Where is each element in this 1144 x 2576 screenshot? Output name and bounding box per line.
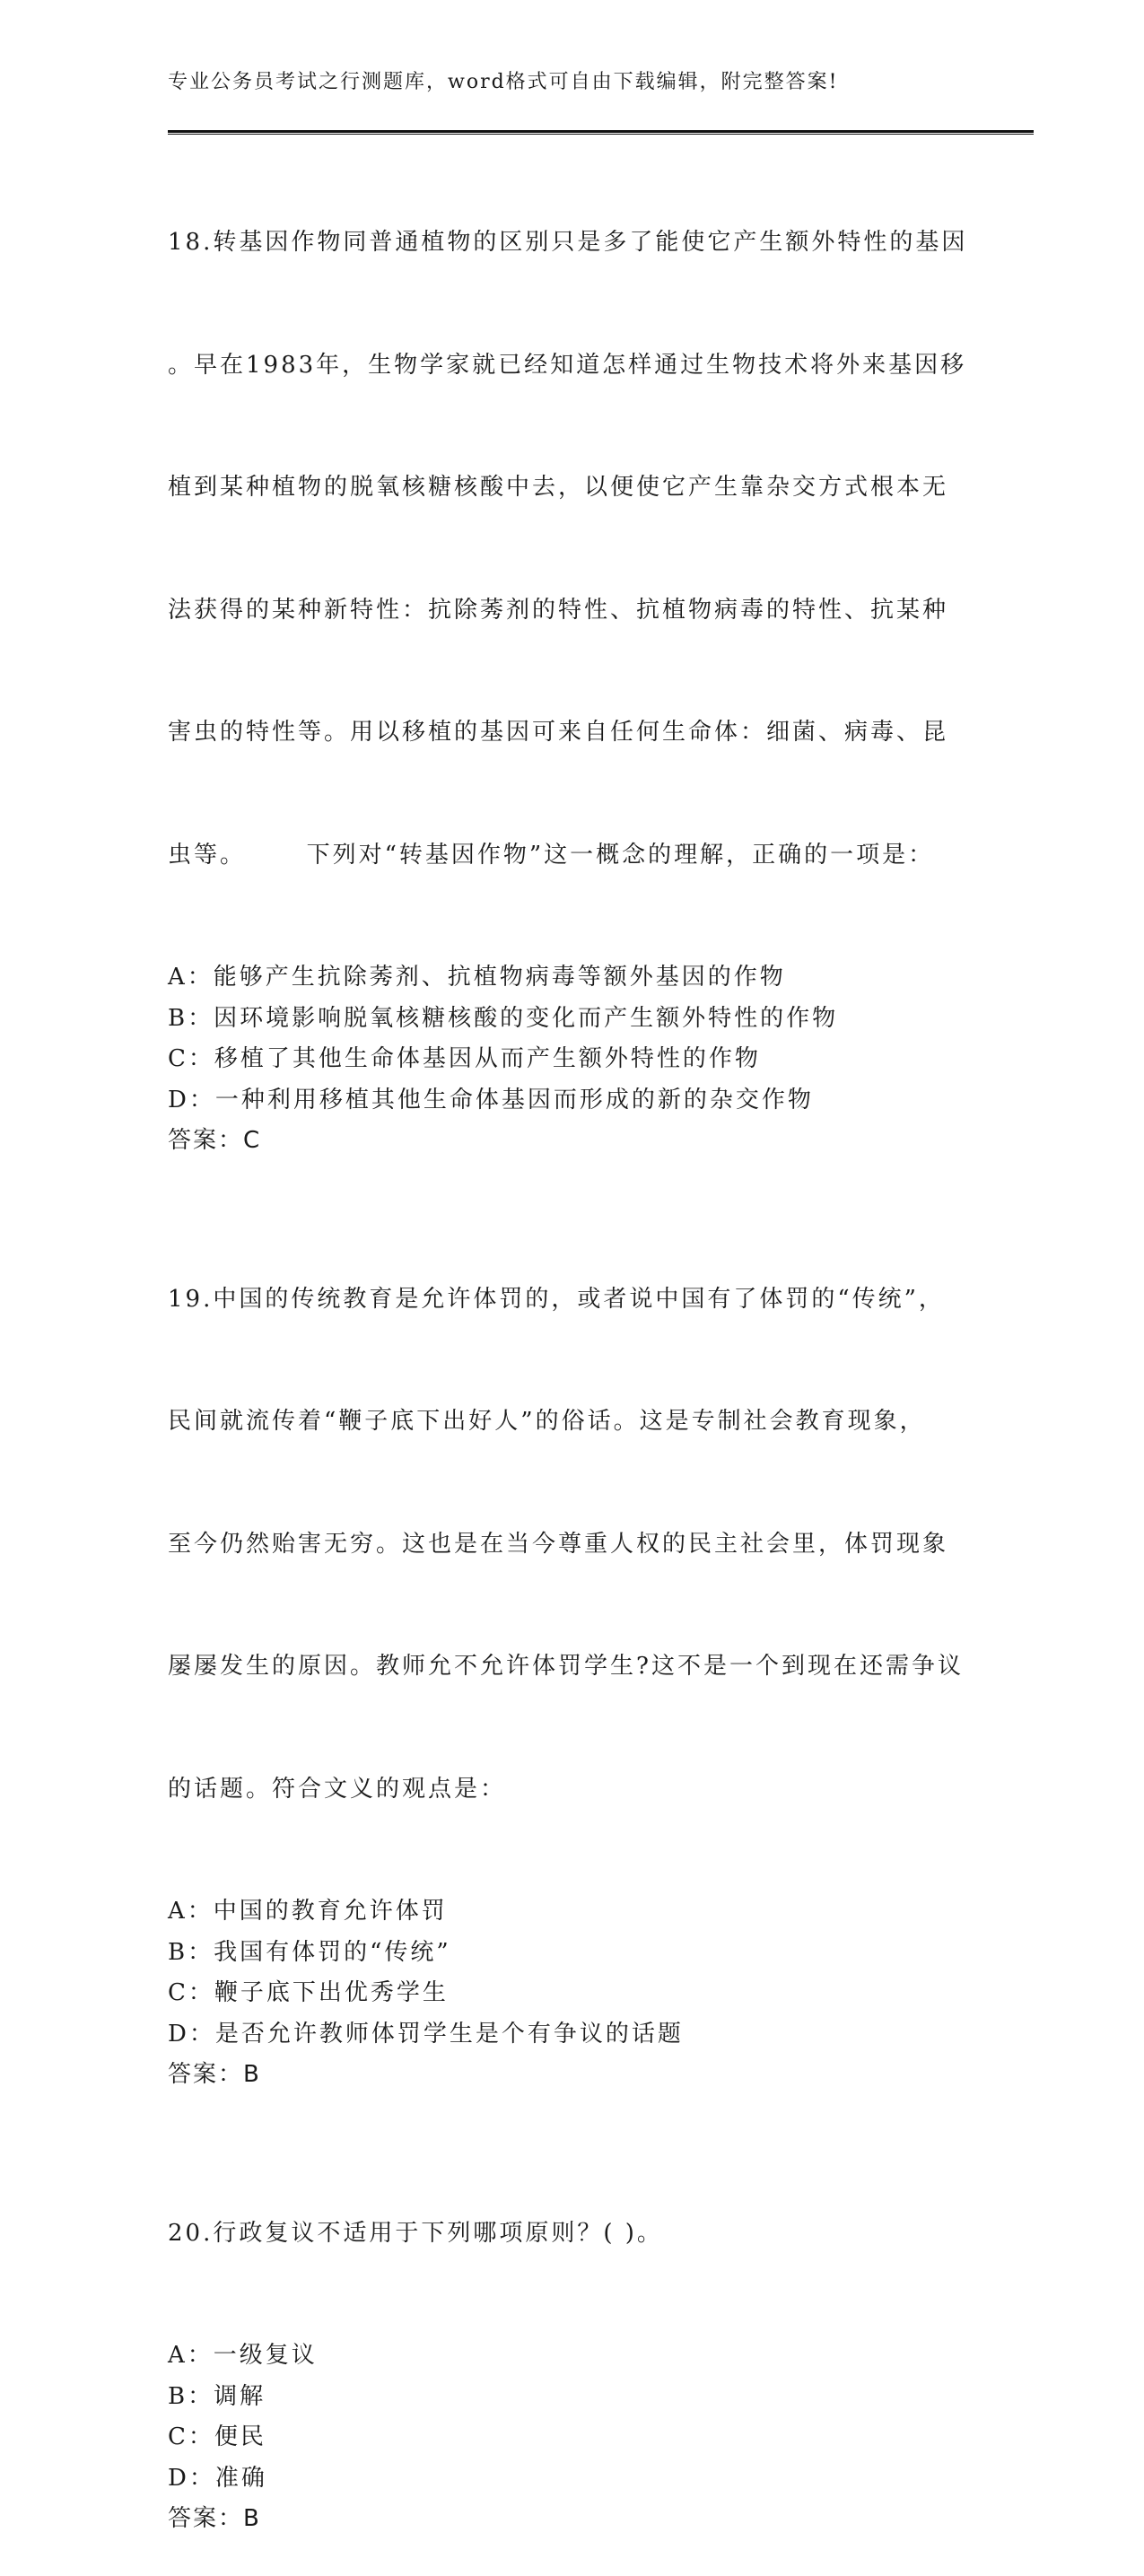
question-20 — [168, 2132, 975, 2540]
stem-line: 害虫的特性等。用以移植的基因可来自任何生命体：细菌、病毒、昆 — [168, 719, 949, 746]
page-header: 专业公务员考试之行测题库，word格式可自由下载编辑，附完整答案! — [168, 71, 839, 93]
option-a: A：中国的教育允许体罚 — [168, 1898, 448, 1925]
option-d: D：是否允许教师体罚学生是个有争议的话题 — [168, 2020, 684, 2048]
option-b: B：因环境影响脱氧核糖核酸的变化而产生额外特性的作物 — [168, 1004, 839, 1032]
option-d: D：一种利用移植其他生命体基因而形成的新的杂交作物 — [168, 1086, 814, 1113]
stem-line: 屡屡发生的原因。教师允不允许体罚学生?这不是一个到现在还需争议 — [168, 1653, 964, 1680]
question-19 — [168, 1198, 975, 2096]
stem-line: 18.转基因作物同普通植物的区别只是多了能使它产生额外特性的基因 — [168, 229, 968, 256]
stem-line: 的话题。符合文义的观点是： — [168, 1775, 507, 1803]
answer-label: 答案：C — [168, 1127, 262, 1154]
option-c: C：移植了其他生命体基因从而产生额外特性的作物 — [168, 1045, 761, 1072]
header-divider — [168, 130, 1034, 135]
answer-label: 答案：B — [168, 2505, 261, 2532]
question-list — [168, 141, 975, 2576]
stem-line: 19.中国的传统教育是允许体罚的，或者说中国有了体罚的“传统”， — [168, 1285, 945, 1313]
stem-line: 植到某种植物的脱氧核糖核酸中去，以便使它产生靠杂交方式根本无 — [168, 474, 949, 501]
stem-line: 。早在1983年，生物学家就已经知道怎样通过生物技术将外来基因移 — [168, 351, 967, 379]
option-c: C：便民 — [168, 2423, 266, 2450]
option-a: A：一级复议 — [168, 2342, 318, 2369]
stem-line: 20.行政复议不适用于下列哪项原则？( )。 — [168, 2219, 663, 2247]
option-b: B：调解 — [168, 2382, 266, 2410]
option-c: C：鞭子底下出优秀学生 — [168, 1979, 449, 2006]
answer-label: 答案：B — [168, 2061, 261, 2088]
question-stem — [168, 1198, 975, 1892]
option-d: D：准确 — [168, 2464, 267, 2492]
stem-line: 民间就流传着“鞭子底下出好人”的俗话。这是专制社会教育现象， — [168, 1408, 926, 1435]
question-stem — [168, 2132, 975, 2336]
question-stem — [168, 141, 975, 957]
option-b: B：我国有体罚的“传统” — [168, 1938, 451, 1966]
stem-line: 法获得的某种新特性：抗除莠剂的特性、抗植物病毒的特性、抗某种 — [168, 596, 949, 624]
option-a: A：能够产生抗除莠剂、抗植物病毒等额外基因的作物 — [168, 964, 786, 991]
stem-line: 虫等。 下列对“转基因作物”这一概念的理解，正确的一项是： — [168, 841, 935, 869]
stem-line: 至今仍然贻害无穷。这也是在当今尊重人权的民主社会里，体罚现象 — [168, 1530, 949, 1558]
question-18 — [168, 141, 975, 1162]
